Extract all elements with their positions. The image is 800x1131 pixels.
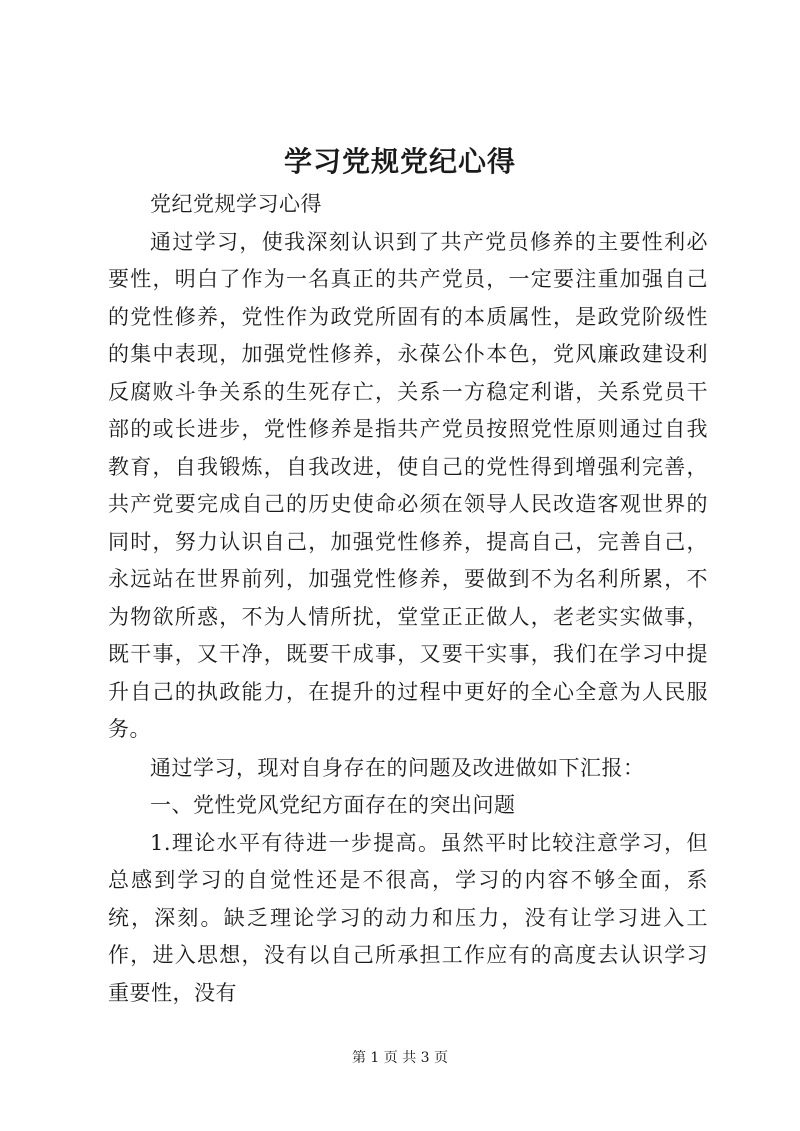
body-paragraph: 通过学习，使我深刻认识到了共产党员修养的主要性利必要性，明白了作为一名真正的共产党员，一定要注重加强自己的党性修养，党性作为政党所固有的本质属性，是政党阶级性的集中表现，加强党性修养，永葆公仆本色，党风廉政建设利反腐败斗争关系的生死存亡，关系一方稳定利谐，关系党员干部的或长进步，党性修养是指共产党员按照党性原则通过自我教育，自我锻炼，自我改进，使自己的党性得到增强利完善，共产党要完成自己的历史使命必须在领导人民改造客观世界的同时，努力认识自己，加强党性修养，提高自己，完善自己，永远站在世界前列，加强党性修养，要做到不为名利所累，不为物欲所惑，不为人情所扰，堂堂正正做人，老老实实做事，既干事，又干净，既要干成事，又要干实事，我们在学习中提升自己的执政能力，在提升的过程中更好的全心全意为人民服务。 [108, 229, 708, 741]
section-heading: 一、党性党风党纪方面存在的突出问题 [150, 793, 516, 817]
document-body [108, 186, 708, 1012]
subtitle-paragraph: 党纪党规学习心得 [150, 192, 322, 216]
page-footer: 第 1 页 共 3 页 [351, 1050, 449, 1066]
body-paragraph: 通过学习，现对自身存在的问题及改进做如下汇报： [150, 755, 645, 780]
body-paragraph: 1.理论水平有待进一步提高。虽然平时比较注意学习，但总感到学习的自觉性还是不很高，学习的内容不够全面，系统，深刻。缺乏理论学习的动力和压力，没有让学习进入工作，进入思想，没有以自己所承担工作应有的高度去认识学习重要性，没有 [108, 830, 708, 1005]
document-title: 学习党规党纪心得 [283, 145, 516, 178]
